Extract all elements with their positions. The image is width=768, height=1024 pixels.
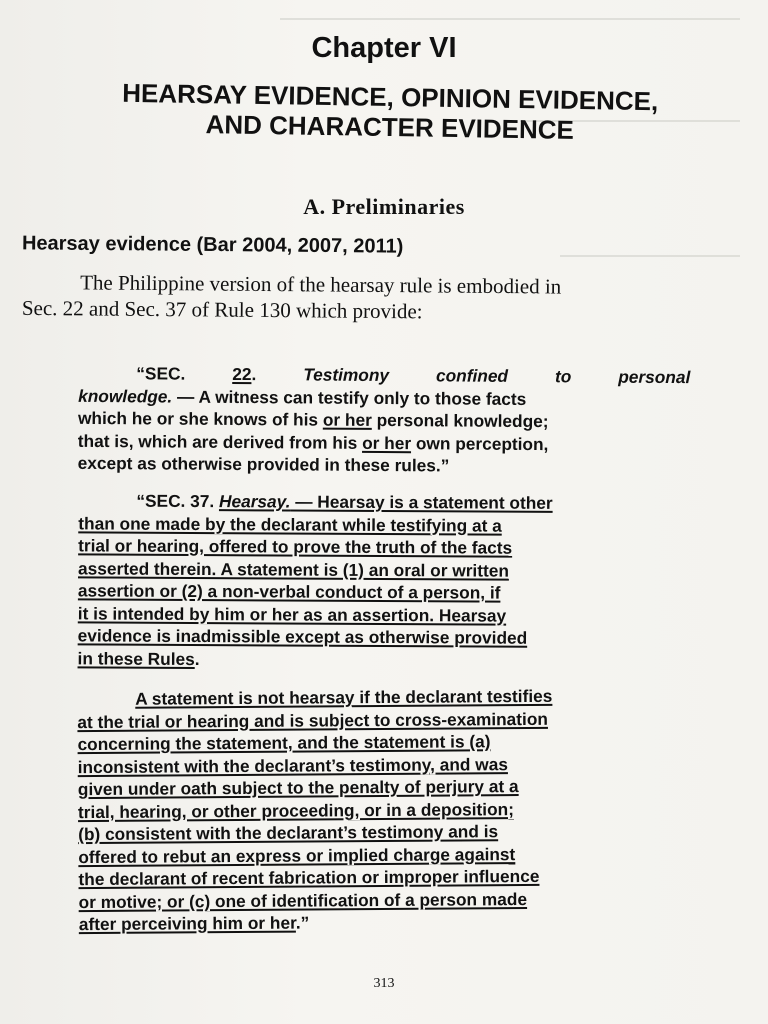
quote-not-hearsay: [77, 684, 691, 936]
amendment-text: or her: [362, 432, 412, 453]
quote-line: concerning the statement, and the statement is (a): [77, 731, 491, 755]
quote-line: offered to rebut an express or implied charge against: [78, 843, 516, 867]
quote-line: it is intended by him or her as an assertion. Hearsay: [77, 602, 507, 626]
quote-line: at the trial or hearing and is subject to cross-examination: [77, 708, 548, 732]
amendment-text: or her: [322, 409, 372, 430]
section-title-text: Testimony confined to personal: [303, 364, 691, 388]
quote-line: trial or hearing, offered to prove the truth of the facts: [78, 535, 513, 558]
quote-line: (b) consistent with the declarant’s testimony and is: [78, 821, 499, 845]
quote-open: “SEC. 37.: [136, 490, 220, 512]
quote-line: assertion or (2) a non-verbal conduct of a person, if: [77, 580, 501, 603]
quote-text: — A witness can testify only to those facts: [172, 386, 527, 409]
punctuation: .: [251, 364, 257, 385]
bleed-through-line: [280, 18, 740, 20]
quote-line: A statement is not hearsay if the declarant testifies: [135, 685, 553, 709]
punctuation: .: [194, 648, 200, 669]
intro-paragraph: [22, 269, 742, 327]
quote-text: which he or she knows of his: [77, 407, 323, 430]
section-title-text: Hearsay.: [218, 491, 291, 512]
chapter-title-line: HEARSAY EVIDENCE, OPINION EVIDENCE,: [122, 77, 659, 117]
quote-sec-22: [78, 362, 691, 479]
quote-line: [79, 909, 691, 936]
quote-text: personal knowledge;: [371, 409, 549, 432]
amendment-text: in these Rules: [77, 647, 195, 669]
punctuation: .”: [295, 912, 310, 933]
quote-line: [78, 647, 690, 673]
intro-line: Sec. 22 and Sec. 37 of Rule 130 which provide:: [21, 295, 423, 324]
page-number: 313: [373, 976, 395, 991]
subsection-heading: Hearsay evidence (Bar 2004, 2007, 2011): [21, 232, 404, 258]
quote-line: the declarant of recent fabrication or improper influence: [78, 865, 540, 890]
intro-line: The Philippine version of the hearsay rule is embodied in: [80, 270, 562, 299]
quote-sec-37: [78, 489, 691, 672]
quote-line: inconsistent with the declarant’s testimony, and was: [77, 753, 508, 777]
quote-text: that is, which are derived from his: [77, 430, 363, 453]
amendment-text: after perceiving him or her: [78, 912, 296, 935]
quote-line: [78, 489, 690, 515]
bleed-through-line: [560, 255, 740, 257]
quote-line: trial, hearing, or other proceeding, or in a deposition;: [77, 798, 514, 822]
section-title-text: knowledge.: [78, 385, 173, 407]
quote-open: “SEC.: [136, 363, 186, 384]
section-number: 22: [232, 363, 252, 385]
section-title: A. Preliminaries: [303, 194, 465, 219]
quote-text: own perception,: [411, 432, 549, 454]
quote-line: given under oath subject to the penalty of perjury at a: [77, 776, 519, 800]
quote-line: than one made by the declarant while testifying at a: [78, 512, 502, 536]
quote-line: asserted therein. A statement is (1) an oral or written: [78, 557, 509, 581]
chapter-number: Chapter VI: [311, 32, 457, 64]
quote-line: evidence is inadmissible except as otherwise provided: [77, 625, 528, 648]
chapter-title-line: AND CHARACTER EVIDENCE: [205, 109, 575, 145]
amendment-text: — Hearsay is a statement other: [290, 491, 553, 513]
quote-line: except as otherwise provided in these rules.”: [77, 452, 450, 476]
chapter-title: [40, 77, 741, 148]
quote-line: or motive; or (c) one of identification of a person made: [78, 888, 528, 912]
